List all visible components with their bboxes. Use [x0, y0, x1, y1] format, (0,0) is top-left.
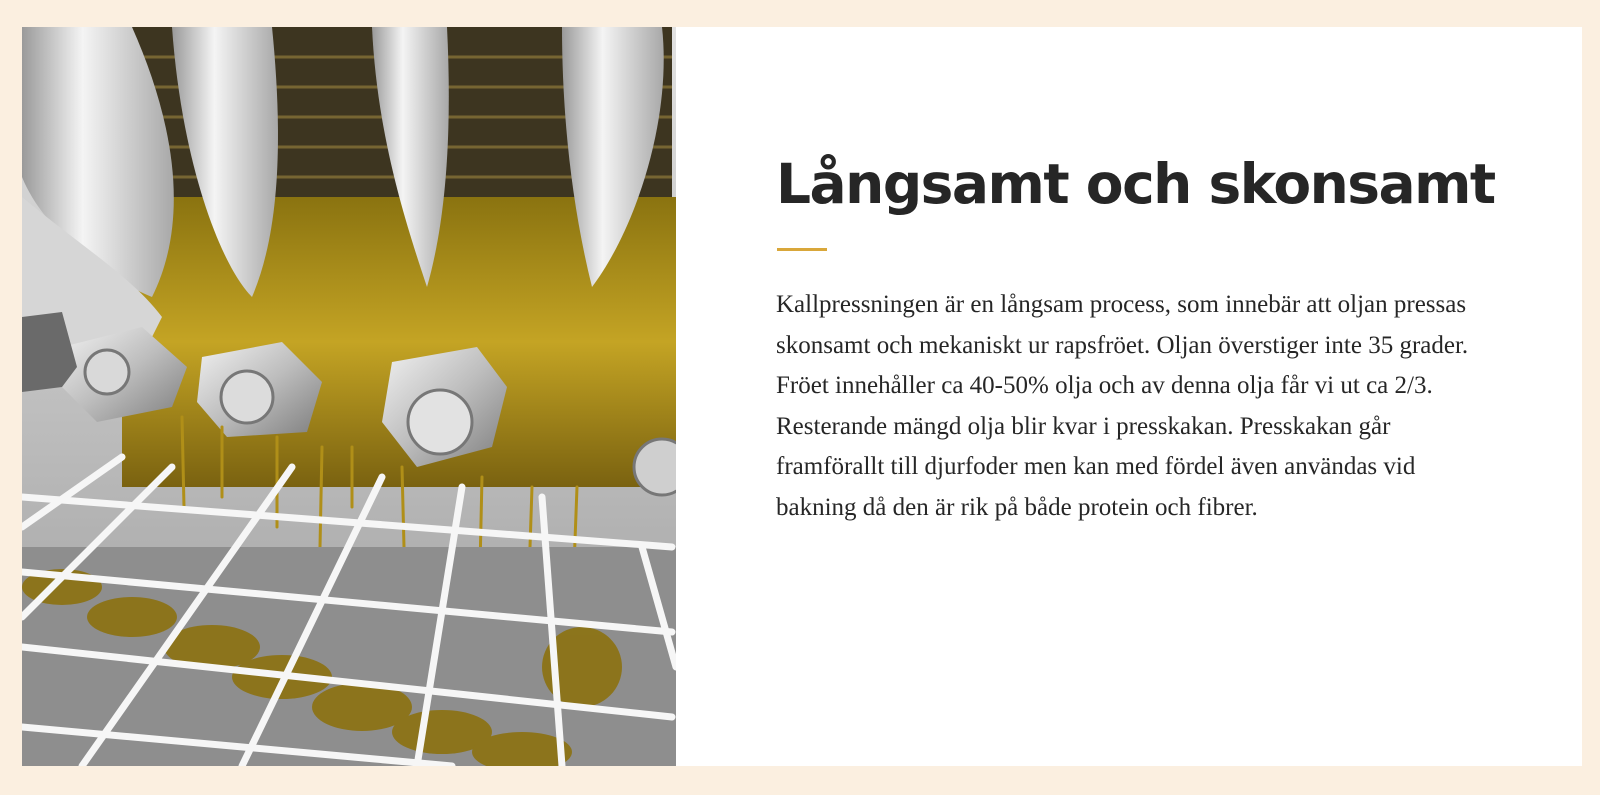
text-column	[676, 27, 1582, 766]
oil-press-photo	[22, 27, 676, 766]
section-body-text: Kallpressningen är en långsam process, som innebär att oljan pressas skonsamt och mekaniskt ur rapsfröet. Oljan överstiger inte 35 grader. Fröet innehåller ca 40-50% olja och av denna olja får vi ut ca 2/3. Resterande mängd olja blir kvar i presskakan. Presskakan går framförallt till djurfoder men kan med fördel även användas vid bakning då den är rik på både protein och fibrer.	[776, 291, 1469, 521]
content-section	[22, 27, 1582, 766]
oil-press-illustration	[22, 27, 676, 766]
heading-accent-divider	[777, 248, 827, 251]
section-heading: Långsamt och skonsamt	[776, 152, 1495, 216]
